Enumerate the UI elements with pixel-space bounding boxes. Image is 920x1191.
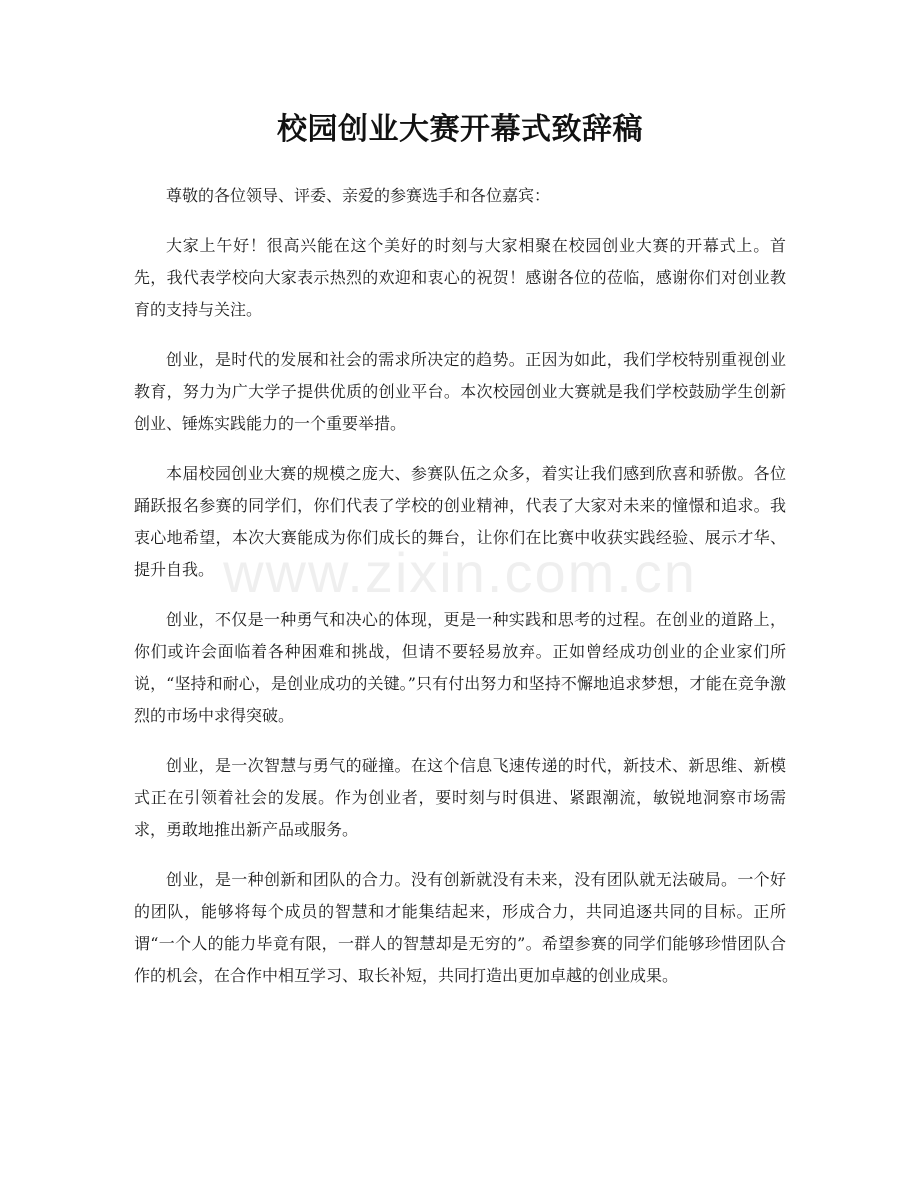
- document-body: [134, 180, 786, 1010]
- watermark: www.zixin.com.cn: [223, 541, 697, 604]
- paragraph-courage: 创业，不仅是一种勇气和决心的体现，更是一种实践和思考的过程。在创业的道路上，你们或许会面临着各种困难和挑战，但请不要轻易放弃。正如曾经成功创业的企业家们所说，“坚持和耐心，是创业成功的关键。”只有付出努力和坚持不懈地追求梦想，才能在竞争激烈的市场中求得突破。: [134, 610, 786, 725]
- paragraph-salutation: 尊敬的各位领导、评委、亲爱的参赛选手和各位嘉宾：: [166, 186, 551, 205]
- paragraph-greeting: 大家上午好！很高兴能在这个美好的时刻与大家相聚在校园创业大赛的开幕式上。首先，我代表学校向大家表示热烈的欢迎和衷心的祝贺！感谢各位的莅临，感谢你们对创业教育的支持与关注。: [134, 236, 786, 319]
- paragraph-wisdom: 创业，是一次智慧与勇气的碰撞。在这个信息飞速传递的时代，新技术、新思维、新模式正在引领着社会的发展。作为创业者，要时刻与时俱进、紧跟潮流，敏锐地洞察市场需求，勇敢地推出新产品或服务。: [134, 756, 786, 839]
- paragraph-trend: 创业，是时代的发展和社会的需求所决定的趋势。正因为如此，我们学校特别重视创业教育，努力为广大学子提供优质的创业平台。本次校园创业大赛就是我们学校鼓励学生创新创业、锤炼实践能力的一个重要举措。: [134, 350, 786, 433]
- document-title: 校园创业大赛开幕式致辞稿: [277, 112, 643, 147]
- paragraph-teamwork: 创业，是一种创新和团队的合力。没有创新就没有未来，没有团队就无法破局。一个好的团队，能够将每个成员的智慧和才能集结起来，形成合力，共同追逐共同的目标。正所谓“一个人的能力毕竟有限，一群人的智慧却是无穷的”。希望参赛的同学们能够珍惜团队合作的机会，在合作中相互学习、取长补短，共同打造出更加卓越的创业成果。: [134, 870, 786, 985]
- paragraph-scale: 本届校园创业大赛的规模之庞大、参赛队伍之众多，着实让我们感到欣喜和骄傲。各位踊跃报名参赛的同学们，你们代表了学校的创业精神，代表了大家对未来的憧憬和追求。我衷心地希望，本次大赛能成为你们成长的舞台，让你们在比赛中收获实践经验、展示才华、提升自我。: [134, 464, 786, 579]
